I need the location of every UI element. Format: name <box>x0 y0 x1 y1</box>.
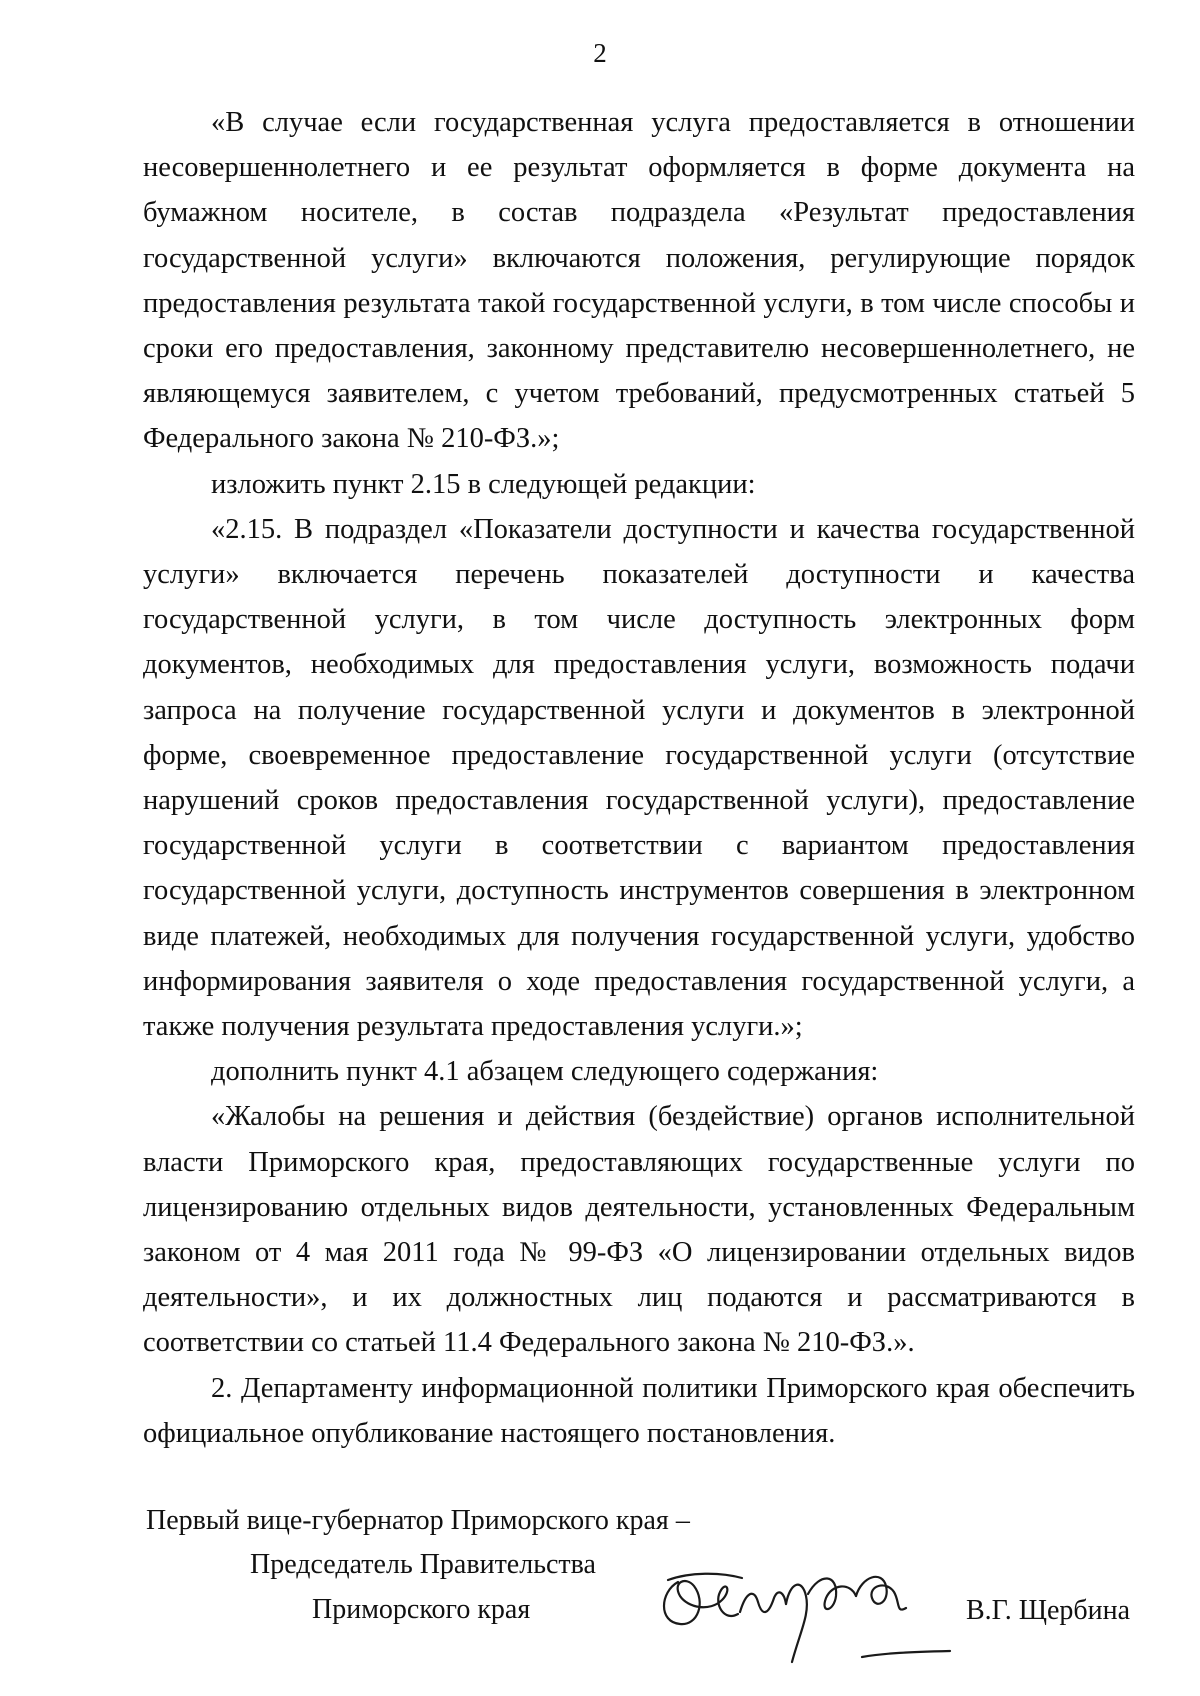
paragraph-amend-2-15-instruction: изложить пункт 2.15 в следующей редакции: <box>211 468 756 500</box>
paragraph-complaints-clause: «Жалобы на решения и действия (бездействие) органов исполнительной власти Приморского края, предоставляющих государственные услуги по лицензированию отдельных видов деятельности, установленных Федеральным законом от 4 мая 2011 года № 99-ФЗ «О лицензировании отдельных видов деятельности», и их должностных лиц подаются и рассматриваются в соответствии со статьей 11.4 Федерального закона № 210-ФЗ.». <box>143 1101 1135 1359</box>
paragraph-minor-result-clause: «В случае если государственная услуга предоставляется в отношении несовершеннолетнего и ее результат оформляется в форме документа на бумажном носителе, в состав подраздела «Результат предоставления государственной услуги» включаются положения, регулирующие порядок предоставления результата такой государственной услуги, в том числе способы и сроки его предоставления, законному представителю несовершеннолетнего, не являющемуся заявителем, с учетом требований, предусмотренных статьей 5 Федерального закона № 210-ФЗ.»; <box>143 107 1135 455</box>
signatory-title-line-1: Первый вице-губернатор Приморского края – <box>146 1505 690 1536</box>
paragraph-2-15-text: «2.15. В подраздел «Показатели доступности и качества государственной услуги» включается перечень показателей доступности и качества государственной услуги, в том числе доступность электронных форм документов, необходимых для предоставления услуги, возможность подачи запроса на получение государственной услуги и документов в электронной форме, своевременное предоставление государственной услуги (отсутствие нарушений сроков предоставления государственной услуги), предоставление государственной услуги в соответствии с вариантом предоставления государственной услуги, доступность инструментов совершения в электронном виде платежей, необходимых для получения государственной услуги, удобство информирования заявителя о ходе предоставления государственной услуги, а также получения результата предоставления услуги.»; <box>143 513 1135 1043</box>
paragraph-amend-4-1-instruction: дополнить пункт 4.1 абзацем следующего содержания: <box>211 1056 879 1088</box>
signatory-name: В.Г. Щербина <box>966 1595 1131 1626</box>
signatory-title-line-2: Председатель Правительства <box>250 1549 596 1580</box>
handwritten-signature <box>650 1552 960 1672</box>
paragraph-publication-order: 2. Департаменту информационной политики Приморского края обеспечить официальное опубликование настоящего постановления. <box>143 1372 1135 1449</box>
signatory-title-line-3: Приморского края <box>312 1594 531 1625</box>
page-number: 2 <box>593 38 607 68</box>
